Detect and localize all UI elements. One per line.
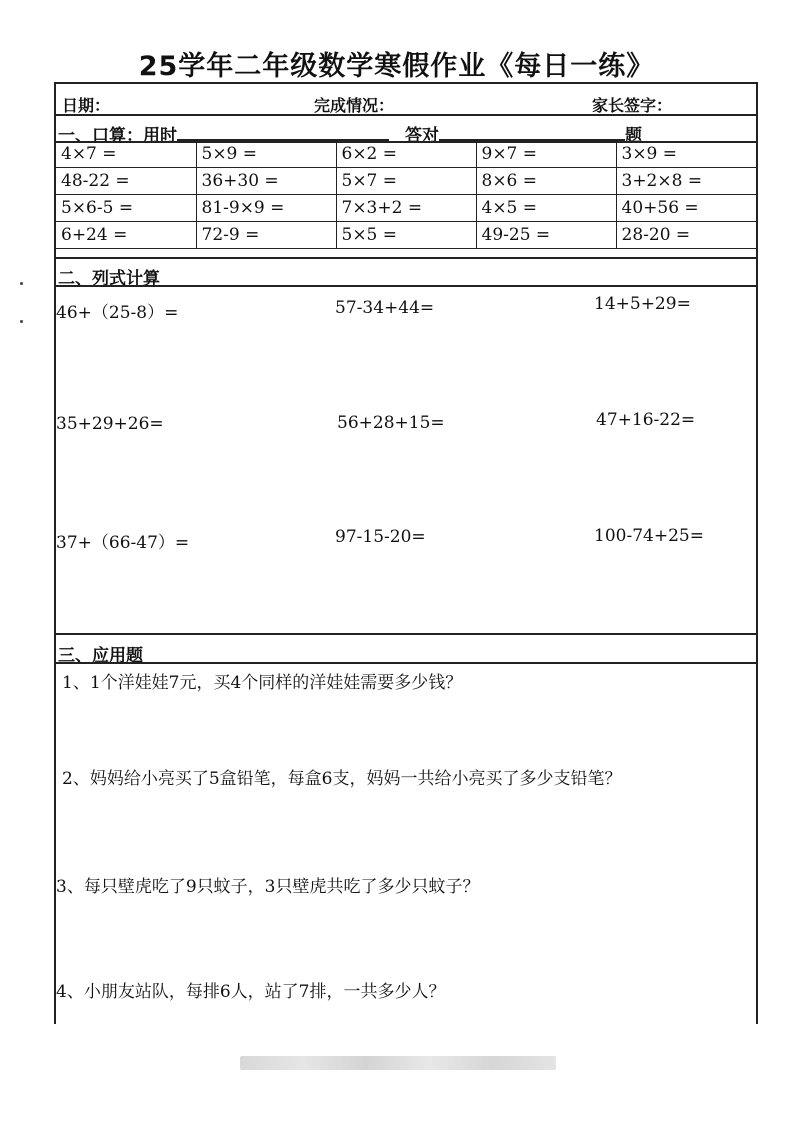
word-problem: 4、小朋友站队，每排6人，站了7排，一共多少人？ xyxy=(56,982,446,1002)
oral-calc-cell: 36+30 = xyxy=(196,168,336,195)
oral-calc-cell: 4×5 = xyxy=(476,195,616,222)
word-problem: 1、1个洋娃娃7元，买4个同样的洋娃娃需要多少钱？ xyxy=(62,673,463,693)
oral-calc-cell: 6+24 = xyxy=(56,222,196,249)
word-problems-heading: 三、应用题 xyxy=(58,646,143,666)
divider xyxy=(56,633,756,635)
oral-calc-grid xyxy=(56,141,756,249)
written-calc-problem: 14+5+29= xyxy=(594,294,691,314)
table-row xyxy=(56,141,756,168)
scan-speck xyxy=(20,320,23,323)
date-label: 日期： xyxy=(62,96,111,115)
divider xyxy=(56,662,756,664)
written-calc-problem: 47+16-22= xyxy=(596,410,696,430)
unit-label: 题 xyxy=(625,126,642,146)
oral-calc-cell: 5×7 = xyxy=(336,168,476,195)
oral-calc-cell: 40+56 = xyxy=(616,195,756,222)
table-row xyxy=(56,168,756,195)
correct-label: 答对 xyxy=(405,126,439,146)
oral-calc-cell: 8×6 = xyxy=(476,168,616,195)
oral-calc-cell: 5×5 = xyxy=(336,222,476,249)
completion-label: 完成情况： xyxy=(314,96,395,115)
oral-calc-cell: 49-25 = xyxy=(476,222,616,249)
written-calc-problem: 37+（66-47）= xyxy=(56,533,190,553)
blurred-watermark xyxy=(240,1056,556,1070)
written-calc-problem: 100-74+25= xyxy=(594,526,704,546)
divider xyxy=(56,257,756,259)
written-calc-problem: 97-15-20= xyxy=(335,527,426,547)
written-calc-problem: 35+29+26= xyxy=(56,414,164,434)
scan-speck xyxy=(20,282,23,285)
oral-calc-cell: 72-9 = xyxy=(196,222,336,249)
time-blank xyxy=(177,125,389,141)
parent-signature-label: 家长签字： xyxy=(592,96,673,115)
table-row xyxy=(56,195,756,222)
oral-calc-heading-text: 一、口算：用时 xyxy=(58,126,177,146)
written-calc-problem: 57-34+44= xyxy=(335,298,435,318)
divider xyxy=(56,285,756,287)
oral-calc-cell: 81-9×9 = xyxy=(196,195,336,222)
table-row xyxy=(56,222,756,249)
word-problem: 3、每只壁虎吃了9只蚊子，3只壁虎共吃了多少只蚊子？ xyxy=(56,877,480,897)
word-problem: 2、妈妈给小亮买了5盒铅笔，每盒6支，妈妈一共给小亮买了多少支铅笔？ xyxy=(62,769,622,789)
worksheet-title: 25学年二年级数学寒假作业《每日一练》 xyxy=(138,51,655,82)
divider xyxy=(56,114,756,116)
written-calc-problem: 46+（25-8）= xyxy=(56,303,179,323)
oral-calc-cell: 5×9 = xyxy=(196,141,336,168)
oral-calc-cell: 48-22 = xyxy=(56,168,196,195)
correct-count-blank xyxy=(439,125,625,141)
written-calc-heading: 二、列式计算 xyxy=(58,269,160,289)
oral-calc-cell: 28-20 = xyxy=(616,222,756,249)
oral-calc-cell: 5×6-5 = xyxy=(56,195,196,222)
oral-calc-cell: 6×2 = xyxy=(336,141,476,168)
oral-calc-cell: 7×3+2 = xyxy=(336,195,476,222)
written-calc-problem: 56+28+15= xyxy=(337,413,445,433)
worksheet-table xyxy=(54,82,758,1024)
oral-calc-cell: 9×7 = xyxy=(476,141,616,168)
oral-calc-cell: 3×9 = xyxy=(616,141,756,168)
oral-calc-cell: 4×7 = xyxy=(56,141,196,168)
oral-calc-cell: 3+2×8 = xyxy=(616,168,756,195)
